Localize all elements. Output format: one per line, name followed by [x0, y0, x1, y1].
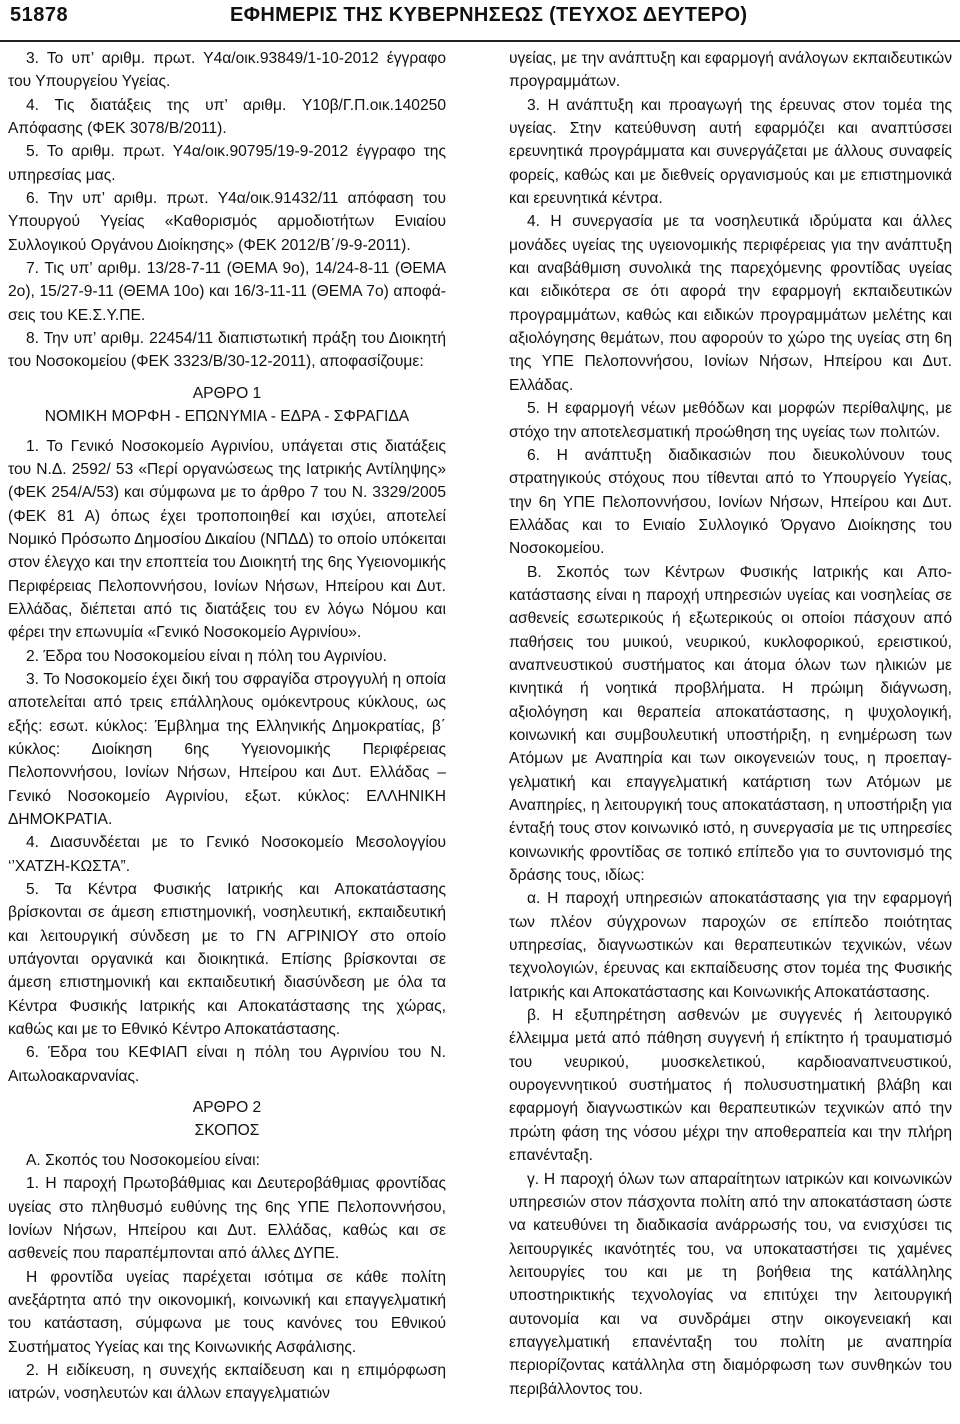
right-column	[509, 47, 952, 1401]
paragraph: Β. Σκοπός των Κέντρων Φυσικής Ιατρικής και Αποκατάστασης είναι η παροχή υπηρεσιών υγείας και νοσηλείας σε ασθενείς εσωτερικούς ή εξωτερικούς οι οποίοι πάσχουν από παθήσεις του μυικού, νευρικού, κυκλοφορικού, ερειστικού, αναπνευστικού συστήματος και άτομα όλων των ηλικιών με κινητικά ή νοητικά προβλήματα. Η πρώιμη διάγνωση, αξιολόγηση και θεραπεία αποκατάστασης, η ψυχολογική, κοινωνική και συμβουλευτική υποστήριξη, η ενημέρωση των Ατόμων με Αναπηρία και των οικογενειών τους, η προεπαγγελματική και επαγγελματική κατάρτιση των Ατόμων με Αναπηρίες, η λειτουργική τους αποκατάσταση, η υποστήριξη για ένταξή τους στον κοινωνικό ιστό, η συνεργασία με τις υπηρεσίες κοινωνικής φροντίδας σε τοπικό επίπεδο για το συντονισμό της δράσης τους, ιδίως:	[509, 563, 952, 885]
paragraph: 1. Το Γενικό Νοσοκομείο Αγρινίου, υπάγεται στις διατάξεις του Ν.Δ. 2592/ 53 «Περί οργανώσεως της Ιατρικής Αντίληψης» (ΦΕΚ 254/Α/53) και σύμφωνα με το άρθρο 7 του Ν. 3329/2005 (ΦΕΚ 81 Α) όπως έχει τροποποιηθεί και ισχύει, αποτελεί Νομικό Πρόσωπο Δημοσίου Δικαίου (ΝΠΔΔ) το οποίο υπόκειται στον έλεγχο και την εποπτεία του Διοικητή της 6ης Υγειονομικής Περιφέρειας Πελοποννήσου, Ιονίων Νήσων, Ηπείρου και Δυτ. Ελλάδας, διέπεται από τις διατάξεις του εν λόγω Νόμου και φέρει την επωνυμία «Γενικό Νοσοκομείο Αγρινίου».	[8, 437, 446, 642]
paragraph: 5. Τα Κέντρα Φυσικής Ιατρικής και Αποκατάστασης βρίσκονται σε άμεση επιστημονική, νοσηλευτική, εκπαιδευτική και λειτουργική σύνδεση με το ΓΝ ΑΓΡΙΝΙΟΥ στο οποίο υπάγονται οργανικά και διοικητικά. Επίσης βρίσκονται σε άμεση επιστημονική και εκπαιδευτική διασύνδεση με όλα τα Κέντρα Φυσικής Ιατρικής και Αποκατάστασης της χώρας, καθώς και με το Εθνικό Κέντρο Αποκατάστασης.	[8, 881, 446, 1039]
paragraph: 4. Διασυνδέεται με το Γενικό Νοσοκομείο Μεσολογγίου ‘’ΧΑΤΖΗ-ΚΩΣΤΑ”.	[8, 834, 446, 875]
paragraph: α. Η παροχή υπηρεσιών αποκατάστασης για την εφαρμογή των πλέον σύγχρονων παροχών σε επίπεδο ποιότητας υπηρεσίας, διαγνωστικών και θεραπευτικών τεχνικών, νέων τεχνολογιών, έρευνας και εκπαίδευσης στον τομέα της Φυσικής Ιατρικής και Αποκατάστασης και Κοινωνικής Αποκατάστασης.	[509, 890, 952, 1001]
paragraph: Η φροντίδα υγείας παρέχεται ισότιμα σε κάθε πολίτη ανεξάρτητα από την οικονομική, κοινωνική και επαγγελματική του κατάσταση, σύμφωνα με τους κανόνες του Εθνικού Συστήματος Υγείας και της Κοινωνικής Ασφάλισης.	[8, 1268, 446, 1356]
paragraph: Α. Σκοπός του Νοσοκομείου είναι:	[26, 1151, 260, 1169]
paragraph: 3. Το Νοσοκομείο έχει δική του σφραγίδα στρογγυλή η οποία αποτελείται από τρεις επάλληλους ομόκεντρους κύκλους, ως εξής: εσωτ. κύκλος: Έμβλημα της Ελληνικής Δημοκρατίας, β΄ κύκλος: Διοίκηση 6ης Υγειονομικής Περιφέρειας Πελοποννήσου, Ιονίων Νήσων, Ηπείρου και Δυτ. Ελλάδας – Γενικό Νοσοκομείο Αγρινίου, εξωτ. κύκλος: ΕΛΛΗΝΙΚΗ ΔΗΜΟΚΡΑΤΙΑ.	[8, 670, 446, 828]
paragraph: 3. Το υπ’ αριθμ. πρωτ. Υ4α/οικ.93849/1-10-2012 έγγραφο του Υπουργείου Υγείας.	[8, 50, 446, 91]
article-subheading: ΝΟΜΙΚΗ ΜΟΡΦΗ - ΕΠΩΝΥΜΙΑ - ΕΔΡΑ - ΣΦΡΑΓΙΔΑ	[44, 408, 410, 426]
paragraph: 2. Έδρα του Νοσοκομείου είναι η πόλη του Αγρινίου.	[26, 647, 388, 665]
paragraph: 1. Η παροχή Πρωτοβάθμιας και Δευτεροβάθμιας φροντίδας υγείας στο πληθυσμό ευθύνης της 6ης ΥΠΕ Πελοποννήσου, Ιονίων Νήσων, Ηπείρου και Δυτ. Ελλάδας, καθώς και σε ασθενείς που παραπέμπονται από άλλες ΔΥΠΕ.	[8, 1175, 446, 1263]
paragraph: 3. Η ανάπτυξη και προαγωγή της έρευνας στον τομέα της υγείας. Στην κατεύθυνση αυτή εφαρμόζει και αναπτύσσει ερευνητικά προγράμματα και συνεργάζεται με άλλους συναφείς φορείς, καθώς και με διεθνείς οργανισμούς και με επιστημονικά και ερευνητικά κέντρα.	[509, 96, 952, 208]
paragraph: 2. Η ειδίκευση, η συνεχής εκπαίδευση και η επιμόρφωση ιατρών, νοσηλευτών και άλλων επαγγελματιών	[8, 1361, 446, 1403]
paragraph: 6. Την υπ’ αριθμ. πρωτ. Υ4α/οικ.91432/11 απόφαση του Υπουργού Υγείας «Καθορισμός αρμοδιοτήτων Ενιαίου Συλλογικού Οργάνου Διοίκησης» (ΦΕΚ 2012/Β΄/9-9-2011).	[8, 190, 446, 254]
paragraph: 8. Την υπ’ αριθμ. 22454/11 διαπιστωτική πράξη του Διοικητή του Νοσοκομείου (ΦΕΚ 3323/Β/30-12-2011), αποφασίζουμε:	[8, 330, 446, 371]
left-column	[8, 47, 446, 1406]
journal-title: ΕΦΗΜΕΡΙΣ ΤΗΣ ΚΥΒΕΡΝΗΣΕΩΣ (ΤΕΥΧΟΣ ΔΕΥΤΕΡΟ)	[230, 4, 748, 26]
article-subheading: ΣΚΟΠΟΣ	[194, 1122, 260, 1140]
paragraph: 6. Έδρα του ΚΕΦΙΑΠ είναι η πόλη του Αγρινίου του Ν. Αιτωλοακαρνανίας.	[8, 1044, 446, 1085]
paragraph: 7. Τις υπ’ αριθμ. 13/28-7-11 (ΘΕΜΑ 9ο), 14/24-8-11 (ΘΕΜΑ 2ο), 15/27-9-11 (ΘΕΜΑ 10ο) και 16/3-11-11 (ΘΕΜΑ 7ο) αποφάσεις του ΚΕ.Σ.Υ.ΠΕ.	[8, 260, 446, 324]
article-heading: ΑΡΘΡΟ 2	[192, 1099, 262, 1117]
paragraph: 4. Η συνεργασία με τα νοσηλευτικά ιδρύματα και άλλες μονάδες υγείας της υγειονομικής περιφέρειας για την ανάπτυξη και αναβάθμιση συνολικά της παρεχόμενης φροντίδας υγείας και ειδικότερα σε ότι αφορά την εφαρμογή εκπαιδευτικών προγραμμάτων, καθώς και ειδικών προγραμμάτων μελέτης και αξιολόγησης θεμάτων, που αφορούν το χώρο της υγείας στη 6η της ΥΠΕ Πελοποννήσου, Ιονίων Νήσων, Ηπείρου και Δυτ. Ελλάδας.	[509, 213, 952, 394]
paragraph: 5. Το αριθμ. πρωτ. Υ4α/οικ.90795/19-9-2012 έγγραφο της υπηρεσίας μας.	[8, 143, 446, 184]
page-number: 51878	[10, 4, 69, 26]
page-header	[0, 0, 960, 42]
paragraph: γ. Η παροχή όλων των απαραίτητων ιατρικών και κοινωνικών υπηρεσιών στον πάσχοντα πολίτη από την αποκατάσταση ώστε να κατευθύνει τη διαδικασία ανάρρωσής του, να ενισχύσει τις λειτουργικές ικανότητές του, να υποκαταστήσει τις χαμένες λειτουργίες του και με τη βοήθεια της κατάλληλης υποστηρικτικής τεχνολογίας να επιτύχει την λειτουργική αυτονομία και να συνδράμει στην οικογενειακή και επαγγελματική επανένταξη του πολίτη με αναπηρία περιορίζοντας κατάλληλα στη διαμόρφωση των συνθηκών του περιβάλλοντος του.	[509, 1170, 952, 1398]
paragraph: 6. Η ανάπτυξη διαδικασιών που διευκολύνουν τους στρατηγικούς στόχους που τίθενται από το Υπουργείο Υγείας, την 6η ΥΠΕ Πελοποννήσου, Ιονίων Νήσων, Ηπείρου και Δυτ. Ελλάδας και το Ενιαίο Συλλογικό Όργανο Διοίκησης του Νοσοκομείου.	[509, 446, 952, 558]
paragraph: υγείας, με την ανάπτυξη και εφαρμογή ανάλογων εκπαιδευτικών προγραμμάτων.	[509, 50, 952, 91]
article-heading: ΑΡΘΡΟ 1	[192, 384, 262, 402]
paragraph: β. Η εξυπηρέτηση ασθενών με συγγενές ή λειτουργικό έλλειμμα μετά από πάθηση συγγενή ή επίκτητο ή τραυματισμό του νευρικού, μυοσκελετικού, καρδιοαναπνευστικού, ουρογεννητικού συστήματος ή πολυσυστηματική βλάβη και εφαρμογή διαγνωστικών και θεραπευτικών τεχνικών από την πρώτη φάση της νόσου μέχρι την αποθεραπεία και την πλήρη επανένταξη.	[509, 1007, 952, 1165]
paragraph: 5. Η εφαρμογή νέων μεθόδων και μορφών περίθαλψης, με στόχο την αποτελεσματική προώθηση της υγείας των πολιτών.	[509, 400, 952, 441]
paragraph: 4. Τις διατάξεις της υπ’ αριθμ. Υ10β/Γ.Π.οικ.140250 Απόφασης (ΦΕΚ 3078/Β/2011).	[8, 96, 446, 138]
